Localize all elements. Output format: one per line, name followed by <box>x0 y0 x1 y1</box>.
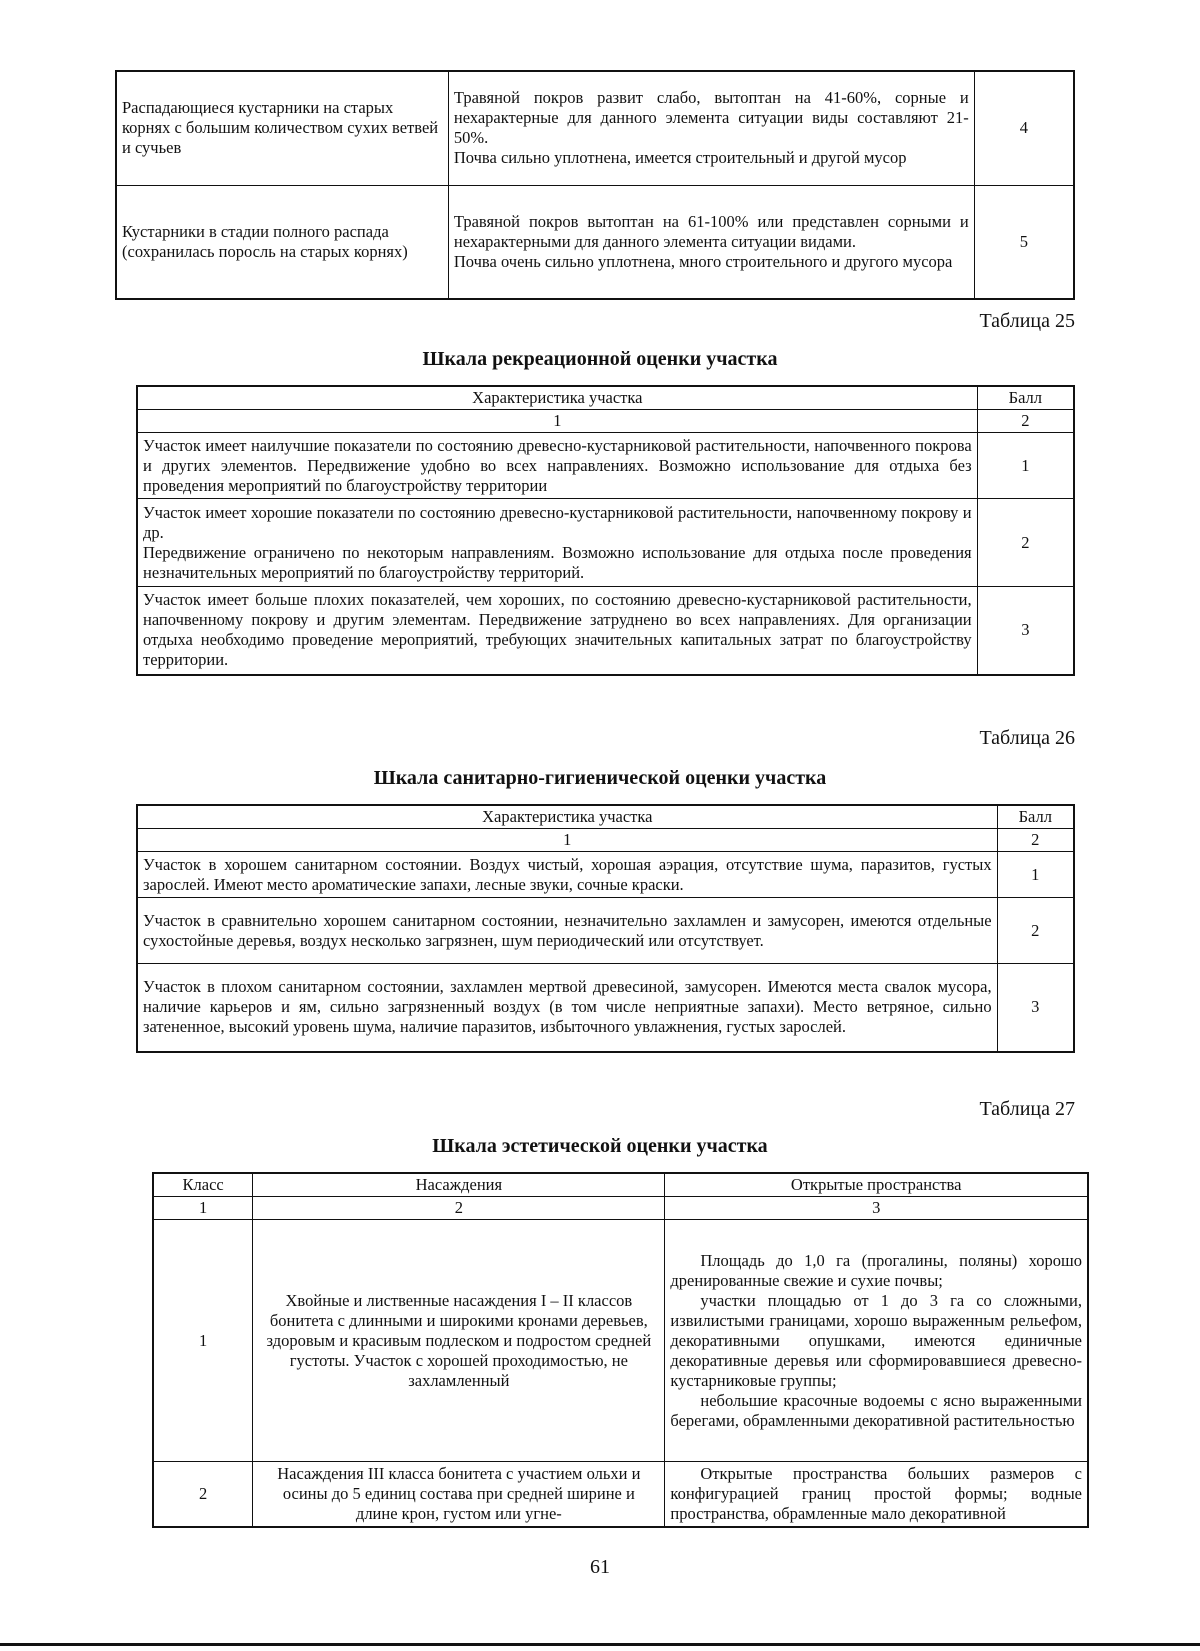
column-number: 2 <box>977 410 1074 433</box>
column-number-row <box>137 410 1074 433</box>
table-row <box>153 1462 1088 1528</box>
open-space-text: Площадь до 1,0 га (прогалины, поляны) хорошо дренированные свежие и сухие почвы; <box>670 1250 1082 1290</box>
open-space-text: небольшие красочные водоемы с ясно выраженными берегами, обрамленными декоративной растительностью <box>670 1390 1082 1430</box>
open-space-cell <box>665 1220 1088 1462</box>
table-26 <box>136 804 1075 1053</box>
open-space-text: участки площадью от 1 до 3 га со сложными, извилистыми границами, хорошо выраженным рельефом, декоративными опушками, имеются единичные декоративные деревья или сформировавшиеся древесно-кустарниковые группы; <box>670 1290 1082 1390</box>
column-number: 2 <box>997 829 1074 852</box>
table-row <box>153 1220 1088 1462</box>
stands-cell: Насаждения III класса бонитета с участием ольхи и осины до 5 единиц состава при средней ширине и длине крон, густом или угне- <box>253 1462 665 1528</box>
column-header: Насаждения <box>253 1173 665 1197</box>
table-header-row <box>153 1173 1088 1197</box>
condition-text: Почва очень сильно уплотнена, много строительного и другого мусора <box>453 251 953 271</box>
table-header-row <box>137 805 1074 829</box>
table-row <box>137 898 1074 964</box>
page-number: 61 <box>590 1556 610 1578</box>
condition-text: Травяной покров развит слабо, вытоптан на 41-60%, сорные и нехарактерные для данного элемента ситуации виды составляют 21-50%. <box>453 88 969 148</box>
score-cell: 1 <box>997 852 1074 898</box>
characteristic-cell: Участок имеет больше плохих показателей, чем хороших, по состоянию древесно-кустарниковой растительности, напочвенному покрову и другим элементам. Передвижение затруднено во всех направлениях. Для организации отдыха необходимо проведение мероприятий, требующих значительных капитальных затрат по благоустройству территории. <box>137 587 977 675</box>
open-space-text: Открытые пространства больших размеров с конфигурацией границ простой формы; водные пространства, обрамленные мало декоративной <box>670 1464 1082 1523</box>
table-27-title: Шкала эстетической оценки участка <box>432 1135 768 1157</box>
column-header: Характеристика участка <box>137 805 997 829</box>
characteristic-text: Передвижение ограничено по некоторым направлениям. Возможно использование для отдыха после проведения незначительных мероприятий по благоустройству территорий. <box>143 542 972 582</box>
column-number: 1 <box>153 1197 253 1220</box>
table-row <box>137 964 1074 1052</box>
table-header-row <box>137 386 1074 410</box>
score-cell: 3 <box>997 964 1074 1052</box>
table-row <box>116 185 1074 299</box>
table-row <box>137 587 1074 675</box>
bottom-rule <box>0 1643 1200 1646</box>
column-number: 1 <box>137 829 997 852</box>
table-top-continuation <box>115 70 1075 300</box>
column-number: 2 <box>253 1197 665 1220</box>
column-header: Балл <box>977 386 1074 410</box>
column-number-row <box>137 829 1074 852</box>
condition-text: Травяной покров вытоптан на 61-100% или представлен сорными и нехарактерными для данного элемента ситуации видами. <box>453 211 969 251</box>
element-name-cell: Распадающиеся кустарники на старых корнях с большим количеством сухих ветвей и сучьев <box>116 71 448 185</box>
table-row <box>137 852 1074 898</box>
table-row <box>137 433 1074 499</box>
table-row <box>137 499 1074 587</box>
score-cell: 2 <box>997 898 1074 964</box>
characteristic-cell: Участок имеет наилучшие показатели по состоянию древесно-кустарниковой растительности, напочвенного покрова и других элементов. Передвижение удобно во всех направлениях. Возможно использование для отдыха без проведения мероприятий по благоустройству территории <box>137 433 977 499</box>
condition-text: Почва сильно уплотнена, имеется строительный и другой мусор <box>453 148 907 168</box>
score-cell: 3 <box>977 587 1074 675</box>
table-26-title: Шкала санитарно-гигиенической оценки участка <box>373 767 827 789</box>
table-27-caption: Таблица 27 <box>979 1098 1075 1120</box>
table-25 <box>136 385 1075 676</box>
score-cell: 5 <box>974 185 1074 299</box>
score-cell: 2 <box>977 499 1074 587</box>
stands-cell: Хвойные и лиственные насаждения I – II классов бонитета с длинными и широкими кронами деревьев, здоровым и красивым подлеском и подростом средней густоты. Участок с хорошей проходимостью, не захламленный <box>253 1220 665 1462</box>
table-row <box>116 71 1074 185</box>
characteristic-text: Участок имеет хорошие показатели по состоянию древесно-кустарниковой растительности, напочвенному покрову и др. <box>143 502 972 542</box>
score-cell: 1 <box>977 433 1074 499</box>
class-cell: 2 <box>153 1462 253 1528</box>
characteristic-cell <box>137 499 977 587</box>
column-number-row <box>153 1197 1088 1220</box>
class-cell: 1 <box>153 1220 253 1462</box>
condition-cell <box>448 71 974 185</box>
table-26-caption: Таблица 26 <box>979 727 1075 749</box>
table-25-caption: Таблица 25 <box>979 310 1075 332</box>
column-header: Балл <box>997 805 1074 829</box>
element-name-cell: Кустарники в стадии полного распада (сохранилась поросль на старых корнях) <box>116 185 448 299</box>
table-27 <box>152 1172 1089 1528</box>
open-space-cell <box>665 1462 1088 1528</box>
characteristic-cell: Участок в хорошем санитарном состоянии. Воздух чистый, хорошая аэрация, отсутствие шума, паразитов, густых зарослей. Имеют место ароматические запахи, лесные звуки, сочные краски. <box>137 852 997 898</box>
column-header: Открытые пространства <box>665 1173 1088 1197</box>
column-number: 1 <box>137 410 977 433</box>
condition-cell <box>448 185 974 299</box>
column-header: Класс <box>153 1173 253 1197</box>
score-cell: 4 <box>974 71 1074 185</box>
characteristic-cell: Участок в плохом санитарном состоянии, захламлен мертвой древесиной, замусорен. Имеются места свалок мусора, наличие карьеров и ям, сильно загрязненный воздух (в том числе неприятные запахи). Место ветряное, сильно затененное, высокий уровень шума, наличие паразитов, избыточного увлажнения, густых зарослей. <box>137 964 997 1052</box>
table-25-title: Шкала рекреационной оценки участка <box>422 348 778 370</box>
column-number: 3 <box>665 1197 1088 1220</box>
column-header: Характеристика участка <box>137 386 977 410</box>
characteristic-cell: Участок в сравнительно хорошем санитарном состоянии, незначительно захламлен и замусорен, имеются отдельные сухостойные деревья, воздух несколько загрязнен, шум периодический или отсутствует. <box>137 898 997 964</box>
